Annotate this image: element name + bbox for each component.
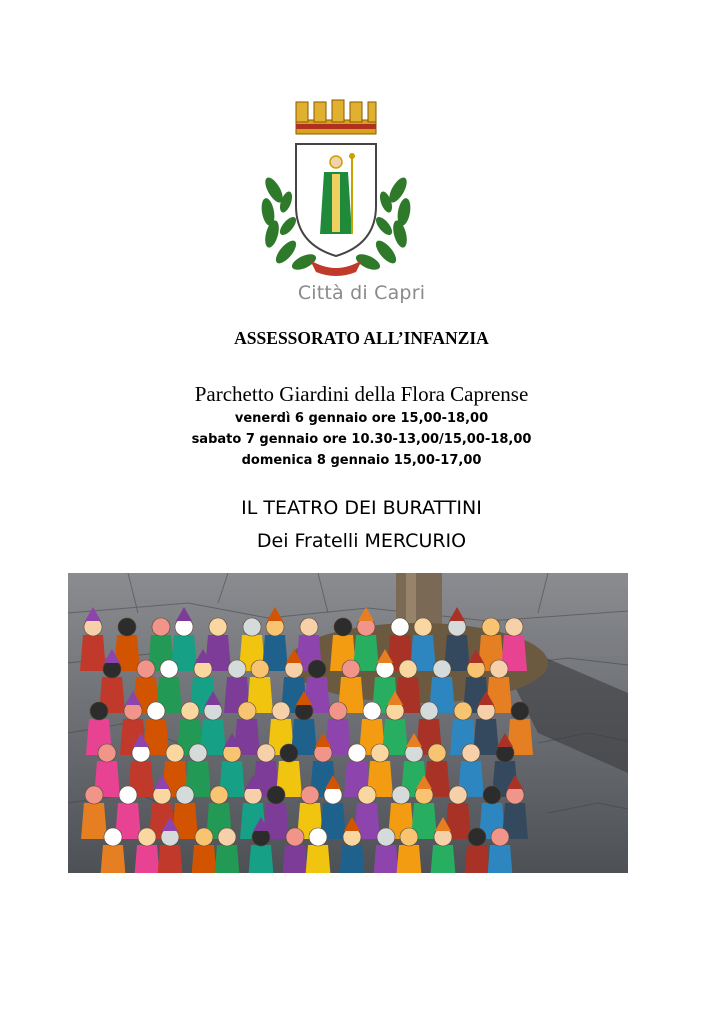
venue-name: Parchetto Giardini della Flora Caprense (194, 382, 529, 406)
department-heading: ASSESSORATO ALL’INFANZIA (234, 328, 489, 348)
event-subtitle: Dei Fratelli MERCURIO (256, 530, 467, 552)
capri-coat-of-arms-icon (256, 94, 416, 276)
puppets-photo-icon (68, 573, 628, 873)
event-title: IL TEATRO DEI BURATTINI (241, 497, 482, 519)
city-name: Città di Capri (297, 282, 426, 304)
schedule-line: domenica 8 gennaio 15,00-17,00 (241, 453, 482, 468)
schedule-line: sabato 7 gennaio ore 10.30-13,00/15,00-18,00 (191, 432, 532, 447)
schedule-line: venerdì 6 gennaio ore 15,00-18,00 (234, 411, 489, 426)
